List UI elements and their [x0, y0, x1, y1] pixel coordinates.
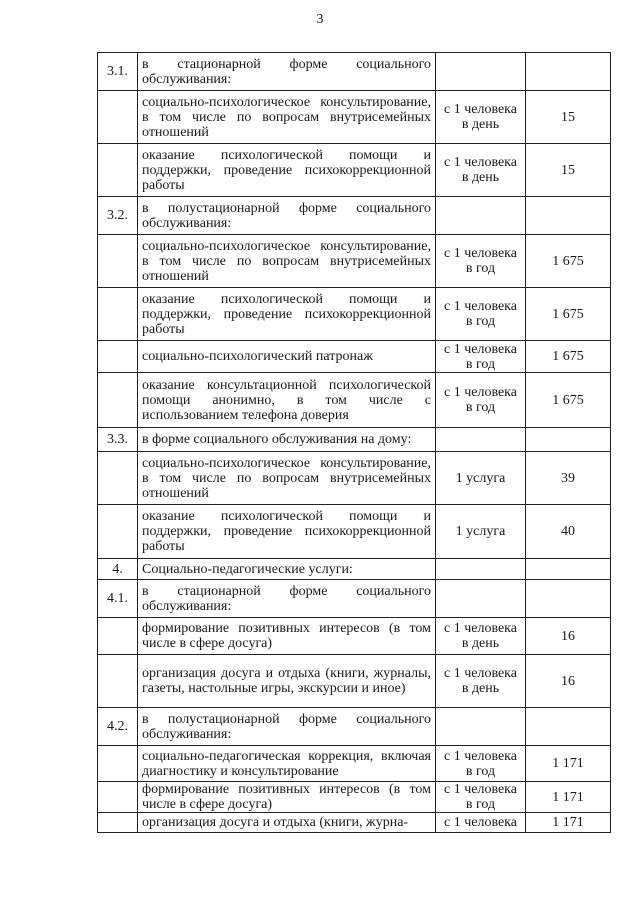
table-row — [98, 813, 611, 833]
row-unit: с 1 человека — [436, 813, 526, 833]
row-value: 1 675 — [526, 288, 611, 341]
row-description: социально-психологический патронаж — [138, 341, 436, 373]
table-row — [98, 452, 611, 505]
table-row — [98, 373, 611, 428]
row-value: 39 — [526, 452, 611, 505]
row-unit: с 1 человека в год — [436, 746, 526, 782]
row-number — [98, 505, 138, 559]
row-unit: с 1 человека в год — [436, 235, 526, 288]
table-row — [98, 235, 611, 288]
row-number — [98, 235, 138, 288]
row-unit: с 1 человека в год — [436, 782, 526, 813]
row-description: формирование позитивных интересов (в том числе в сфере досуга) — [138, 782, 436, 813]
table-row — [98, 197, 611, 235]
row-number — [98, 813, 138, 833]
row-number: 3.2. — [98, 197, 138, 235]
row-value: 15 — [526, 144, 611, 197]
row-unit — [436, 559, 526, 580]
row-value: 15 — [526, 91, 611, 144]
row-number: 3.3. — [98, 428, 138, 452]
row-number — [98, 91, 138, 144]
row-description: социально-психологическое консультирование, в том числе по вопросам внутрисемейных отношений — [138, 91, 436, 144]
table-row — [98, 580, 611, 618]
table-row — [98, 655, 611, 708]
row-description: в стационарной форме социального обслуживания: — [138, 53, 436, 91]
table-body — [98, 53, 611, 833]
row-value: 16 — [526, 655, 611, 708]
row-unit: 1 услуга — [436, 452, 526, 505]
row-unit: с 1 человека в год — [436, 373, 526, 428]
row-value: 1 675 — [526, 373, 611, 428]
row-unit — [436, 708, 526, 746]
row-description: оказание психологической помощи и поддержки, проведение психокоррекционной работы — [138, 505, 436, 559]
row-value: 1 675 — [526, 235, 611, 288]
page-number: 3 — [316, 12, 324, 27]
row-description: в полустационарной форме социального обслуживания: — [138, 708, 436, 746]
row-description: организация досуга и отдыха (книги, журна- — [138, 813, 436, 833]
row-value — [526, 53, 611, 91]
table-row — [98, 91, 611, 144]
row-value — [526, 428, 611, 452]
row-unit: с 1 человека в день — [436, 655, 526, 708]
row-value — [526, 197, 611, 235]
table-row — [98, 53, 611, 91]
row-number: 4. — [98, 559, 138, 580]
row-unit: с 1 человека в год — [436, 341, 526, 373]
row-description: в полустационарной форме социального обслуживания: — [138, 197, 436, 235]
row-value: 40 — [526, 505, 611, 559]
row-unit — [436, 53, 526, 91]
table-row — [98, 782, 611, 813]
row-unit: с 1 человека в день — [436, 91, 526, 144]
row-description: оказание психологической помощи и поддержки, проведение психокоррекционной работы — [138, 288, 436, 341]
row-unit — [436, 197, 526, 235]
row-unit: 1 услуга — [436, 505, 526, 559]
row-value — [526, 708, 611, 746]
row-value — [526, 580, 611, 618]
row-number — [98, 341, 138, 373]
row-number — [98, 746, 138, 782]
row-unit: с 1 человека в день — [436, 144, 526, 197]
table-row — [98, 505, 611, 559]
row-description: социально-психологическое консультирование, в том числе по вопросам внутрисемейных отношений — [138, 452, 436, 505]
table-row — [98, 559, 611, 580]
row-number: 3.1. — [98, 53, 138, 91]
table-row — [98, 618, 611, 655]
row-unit: с 1 человека в год — [436, 288, 526, 341]
row-description: формирование позитивных интересов (в том числе в сфере досуга) — [138, 618, 436, 655]
row-value — [526, 559, 611, 580]
row-description: оказание консультационной психологической помощи анонимно, в том числе с использованием телефона доверия — [138, 373, 436, 428]
row-value: 1 171 — [526, 813, 611, 833]
row-unit: с 1 человека в день — [436, 618, 526, 655]
row-number — [98, 655, 138, 708]
row-unit — [436, 580, 526, 618]
row-number — [98, 373, 138, 428]
table-row — [98, 341, 611, 373]
table-row — [98, 428, 611, 452]
row-number: 4.1. — [98, 580, 138, 618]
row-number — [98, 618, 138, 655]
row-description: социально-педагогическая коррекция, включая диагностику и консультирование — [138, 746, 436, 782]
row-value: 16 — [526, 618, 611, 655]
row-number: 4.2. — [98, 708, 138, 746]
row-description: оказание психологической помощи и поддержки, проведение психокоррекционной работы — [138, 144, 436, 197]
row-description: организация досуга и отдыха (книги, журналы, газеты, настольные игры, экскурсии и иное) — [138, 655, 436, 708]
row-description: в стационарной форме социального обслуживания: — [138, 580, 436, 618]
row-description: Социально-педагогические услуги: — [138, 559, 436, 580]
row-description: в форме социального обслуживания на дому: — [138, 428, 436, 452]
tariff-table — [97, 52, 611, 833]
row-description: социально-психологическое консультирование, в том числе по вопросам внутрисемейных отношений — [138, 235, 436, 288]
row-number — [98, 288, 138, 341]
row-value: 1 675 — [526, 341, 611, 373]
row-unit — [436, 428, 526, 452]
row-number — [98, 452, 138, 505]
row-value: 1 171 — [526, 782, 611, 813]
table-row — [98, 708, 611, 746]
table-row — [98, 144, 611, 197]
table-row — [98, 288, 611, 341]
row-number — [98, 782, 138, 813]
table-row — [98, 746, 611, 782]
row-value: 1 171 — [526, 746, 611, 782]
row-number — [98, 144, 138, 197]
